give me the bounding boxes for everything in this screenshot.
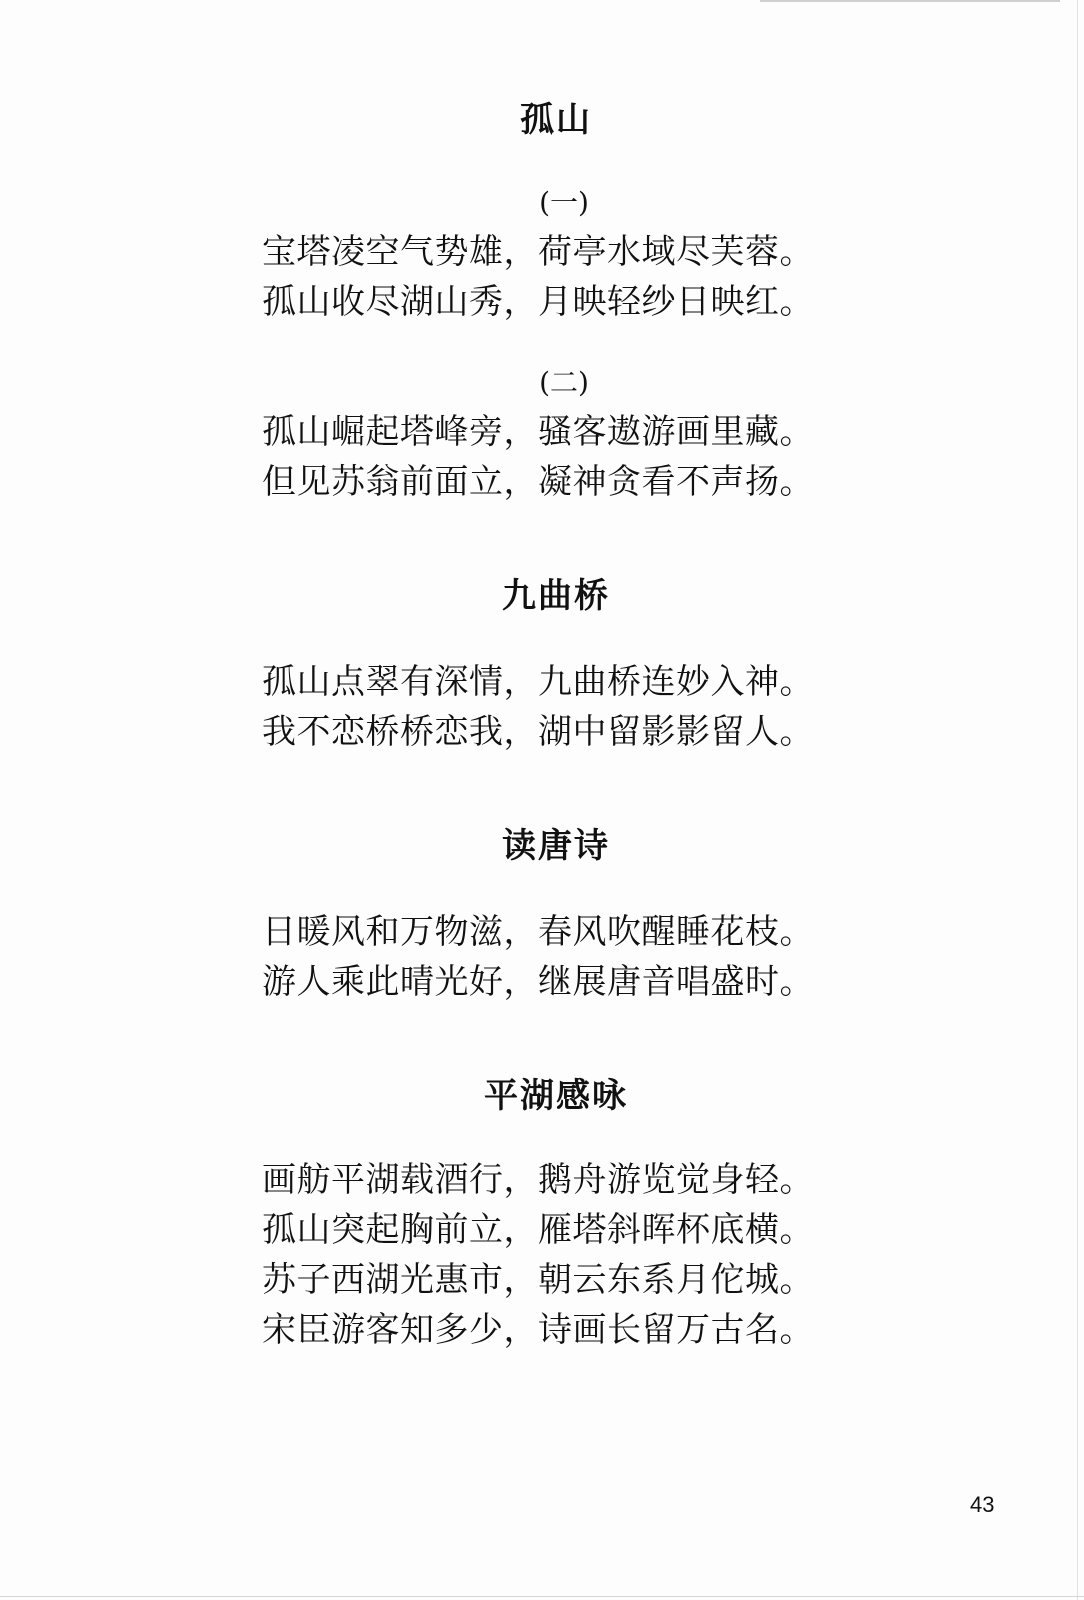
poem-title: 读唐诗 bbox=[502, 826, 610, 866]
stanza-label: (二) bbox=[539, 366, 589, 399]
scan-edge-right bbox=[1077, 0, 1078, 1600]
scan-edge-top bbox=[760, 0, 1060, 2]
poem-line: 孤山崛起塔峰旁，骚客遨游画里藏。 bbox=[262, 412, 814, 452]
page-number: 43 bbox=[970, 1492, 995, 1517]
poem-line: 宋臣游客知多少，诗画长留万古名。 bbox=[262, 1310, 814, 1350]
poem-line: 我不恋桥桥恋我，湖中留影影留人。 bbox=[262, 712, 814, 752]
poem-line: 孤山收尽湖山秀，月映轻纱日映红。 bbox=[262, 282, 814, 322]
poem-line: 孤山突起胸前立，雁塔斜晖杯底横。 bbox=[262, 1210, 814, 1250]
poem-line: 苏子西湖光惠市，朝云东系月佗城。 bbox=[262, 1260, 814, 1300]
poem-line: 但见苏翁前面立，凝神贪看不声扬。 bbox=[262, 462, 814, 502]
poem-title: 平湖感咏 bbox=[484, 1076, 628, 1116]
poem-line: 画舫平湖载酒行，鹅舟游览觉身轻。 bbox=[262, 1160, 814, 1200]
poem-title: 九曲桥 bbox=[502, 576, 610, 616]
poem-line: 日暖风和万物滋，春风吹醒睡花枝。 bbox=[262, 912, 814, 952]
scan-edge-bottom bbox=[0, 1596, 1084, 1597]
poem-line: 孤山点翠有深情，九曲桥连妙入神。 bbox=[262, 662, 814, 702]
poem-line: 游人乘此晴光好，继展唐音唱盛时。 bbox=[262, 962, 814, 1002]
poem-line: 宝塔凌空气势雄，荷亭水域尽芙蓉。 bbox=[262, 232, 814, 272]
poem-title: 孤山 bbox=[520, 100, 592, 140]
stanza-label: (一) bbox=[539, 186, 589, 219]
